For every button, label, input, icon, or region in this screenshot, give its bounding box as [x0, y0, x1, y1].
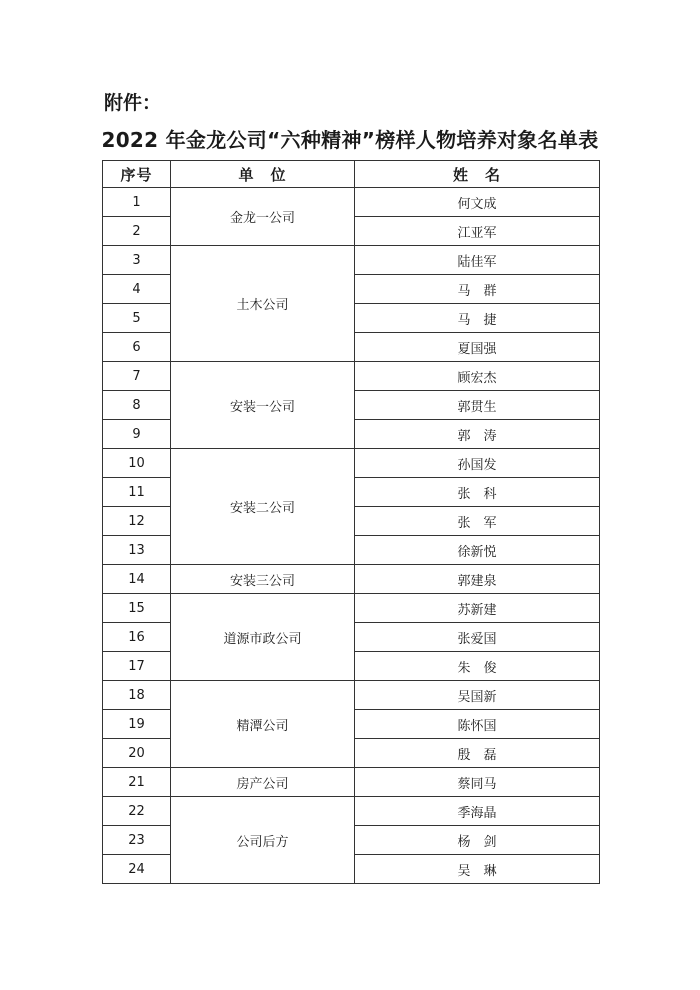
unit-cell: 安装三公司	[171, 565, 355, 594]
serial-number-cell: 21	[103, 768, 171, 797]
person-name-cell: 徐新悦	[355, 536, 600, 565]
serial-number-cell: 12	[103, 507, 171, 536]
header-serial-number: 序号	[103, 161, 171, 188]
serial-number-cell: 6	[103, 333, 171, 362]
serial-number-cell: 20	[103, 739, 171, 768]
serial-number-cell: 3	[103, 246, 171, 275]
person-name-cell: 季海晶	[355, 797, 600, 826]
serial-number-cell: 17	[103, 652, 171, 681]
unit-cell: 道源市政公司	[171, 594, 355, 681]
header-name: 姓 名	[355, 161, 600, 188]
unit-cell: 精潭公司	[171, 681, 355, 768]
person-name-cell: 马 捷	[355, 304, 600, 333]
serial-number-cell: 13	[103, 536, 171, 565]
serial-number-cell: 24	[103, 855, 171, 884]
person-name-cell: 顾宏杰	[355, 362, 600, 391]
person-name-cell: 何文成	[355, 188, 600, 217]
person-name-cell: 陈怀国	[355, 710, 600, 739]
table-row	[103, 768, 600, 797]
unit-cell: 金龙一公司	[171, 188, 355, 246]
person-name-cell: 马 群	[355, 275, 600, 304]
serial-number-cell: 4	[103, 275, 171, 304]
person-name-cell: 郭建泉	[355, 565, 600, 594]
table-row	[103, 449, 600, 478]
serial-number-cell: 19	[103, 710, 171, 739]
serial-number-cell: 8	[103, 391, 171, 420]
table-row	[103, 565, 600, 594]
person-name-cell: 张 科	[355, 478, 600, 507]
table-row	[103, 594, 600, 623]
serial-number-cell: 16	[103, 623, 171, 652]
unit-cell: 安装二公司	[171, 449, 355, 565]
person-name-cell: 苏新建	[355, 594, 600, 623]
person-name-cell: 郭贯生	[355, 391, 600, 420]
person-name-cell: 夏国强	[355, 333, 600, 362]
person-name-cell: 殷 磊	[355, 739, 600, 768]
person-name-cell: 江亚军	[355, 217, 600, 246]
person-name-cell: 郭 涛	[355, 420, 600, 449]
serial-number-cell: 10	[103, 449, 171, 478]
serial-number-cell: 18	[103, 681, 171, 710]
person-name-cell: 吴国新	[355, 681, 600, 710]
person-name-cell: 蔡同马	[355, 768, 600, 797]
serial-number-cell: 2	[103, 217, 171, 246]
table-row	[103, 188, 600, 217]
table-row	[103, 362, 600, 391]
table-row	[103, 246, 600, 275]
serial-number-cell: 15	[103, 594, 171, 623]
person-name-cell: 杨 剑	[355, 826, 600, 855]
serial-number-cell: 14	[103, 565, 171, 594]
table-row	[103, 681, 600, 710]
person-name-cell: 张 军	[355, 507, 600, 536]
table-row	[103, 797, 600, 826]
serial-number-cell: 1	[103, 188, 171, 217]
person-name-cell: 孙国发	[355, 449, 600, 478]
person-name-cell: 陆佳军	[355, 246, 600, 275]
person-name-cell: 张爱国	[355, 623, 600, 652]
header-unit: 单 位	[171, 161, 355, 188]
unit-cell: 公司后方	[171, 797, 355, 884]
serial-number-cell: 22	[103, 797, 171, 826]
serial-number-cell: 9	[103, 420, 171, 449]
serial-number-cell: 11	[103, 478, 171, 507]
attachment-label: 附件：	[104, 92, 162, 114]
serial-number-cell: 5	[103, 304, 171, 333]
person-name-cell: 吴 琳	[355, 855, 600, 884]
unit-cell: 安装一公司	[171, 362, 355, 449]
roster-table	[102, 160, 600, 884]
document-title: 2022 年金龙公司“六种精神”榜样人物培养对象名单表	[101, 128, 599, 152]
serial-number-cell: 7	[103, 362, 171, 391]
unit-cell: 土木公司	[171, 246, 355, 362]
serial-number-cell: 23	[103, 826, 171, 855]
person-name-cell: 朱 俊	[355, 652, 600, 681]
header-row	[103, 161, 600, 188]
unit-cell: 房产公司	[171, 768, 355, 797]
